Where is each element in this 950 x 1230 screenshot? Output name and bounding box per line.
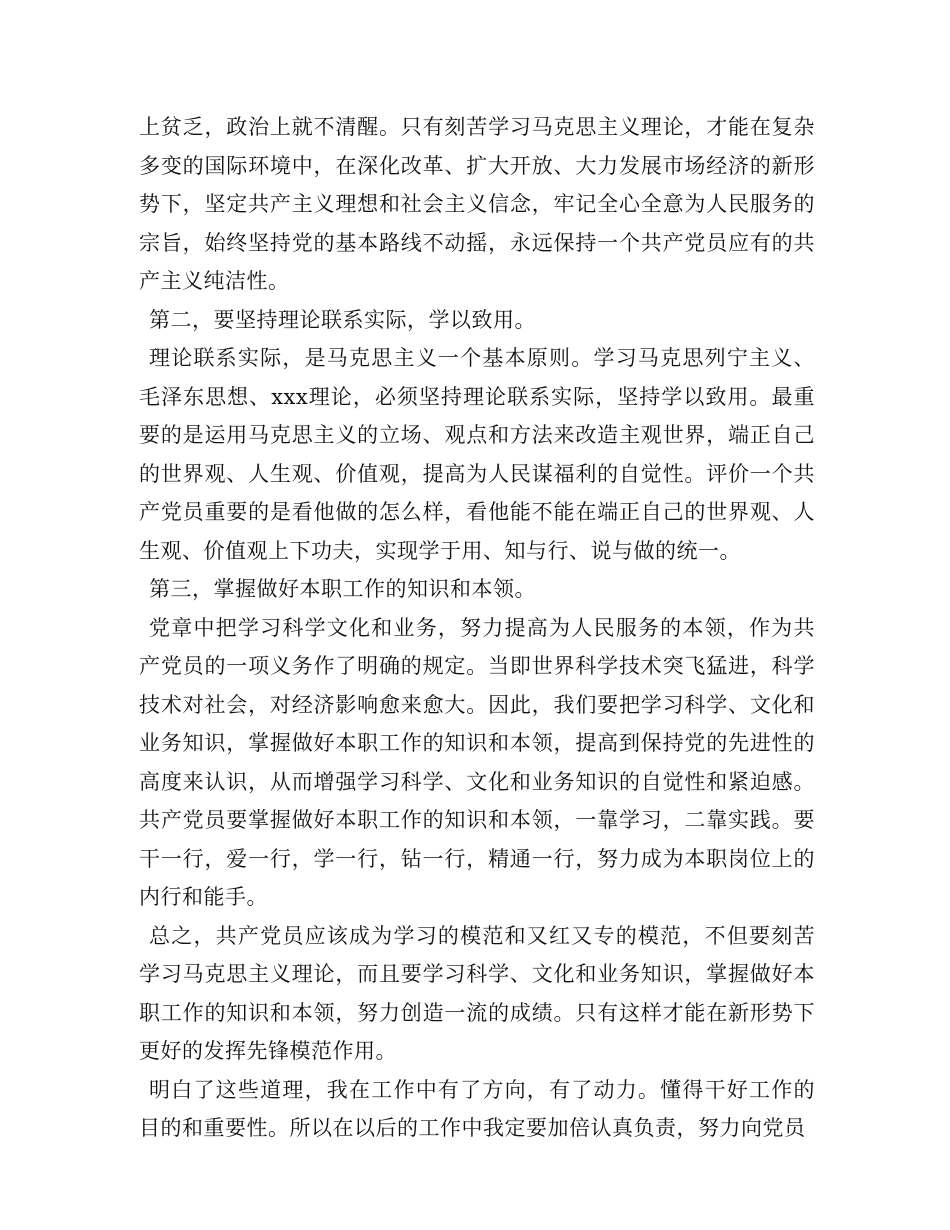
paragraph-theory-practice: 理论联系实际，是马克思主义一个基本原则。学习马克思列宁主义、毛泽东思想、xxx理论，必须坚持理论联系实际，坚持学以致用。最重要的是运用马克思主义的立场、观点和方法来改造主观世界，端正自己的世界观、人生观、价值观，提高为人民谋福利的自觉性。评价一个共产党员重要的是看他做的怎么样，看他能不能在端正自己的世界观、人生观、价值观上下功夫，实现学于用、知与行、说与做的统一。 <box>139 346 815 563</box>
paragraph-continuation: 上贫乏，政治上就不清醒。只有刻苦学习马克思主义理论，才能在复杂多变的国际环境中，在深化改革、扩大开放、大力发展市场经济的新形势下，坚定共产主义理想和社会主义信念，牢记全心全意为人民服务的宗旨，始终坚持党的基本路线不动摇，永远保持一个共产党员应有的共产主义纯洁性。 <box>139 115 815 293</box>
document-body <box>139 108 815 1148</box>
paragraph-party-constitution: 党章中把学习科学文化和业务，努力提高为人民服务的本领，作为共产党员的一项义务作了明确的规定。当即世界科学技术突飞猛进，科学技术对社会，对经济影响愈来愈大。因此，我们要把学习科学、文化和业务知识，掌握做好本职工作的知识和本领，提高到保持党的先进性的高度来认识，从而增强学习科学、文化和业务知识的自觉性和紧迫感。共产党员要掌握做好本职工作的知识和本领，一靠学习，二靠实践。要干一行，爱一行，学一行，钻一行，精通一行，努力成为本职岗位上的内行和能手。 <box>139 615 815 909</box>
section-heading-third: 第三，掌握做好本职工作的知识和本领。 <box>149 577 536 601</box>
section-heading-second: 第二，要坚持理论联系实际，学以致用。 <box>149 307 536 332</box>
paragraph-summary: 总之，共产党员应该成为学习的模范和又红又专的模范，不但要刻苦学习马克思主义理论，而且要学习科学、文化和业务知识，掌握做好本职工作的知识和本领，努力创造一流的成绩。只有这样才能在新形势下更好的发挥先锋模范作用。 <box>139 923 815 1063</box>
paragraph-conclusion: 明白了这些道理，我在工作中有了方向，有了动力。懂得干好工作的目的和重要性。所以在以后的工作中我定要加倍认真负责，努力向党员 <box>139 1077 815 1140</box>
